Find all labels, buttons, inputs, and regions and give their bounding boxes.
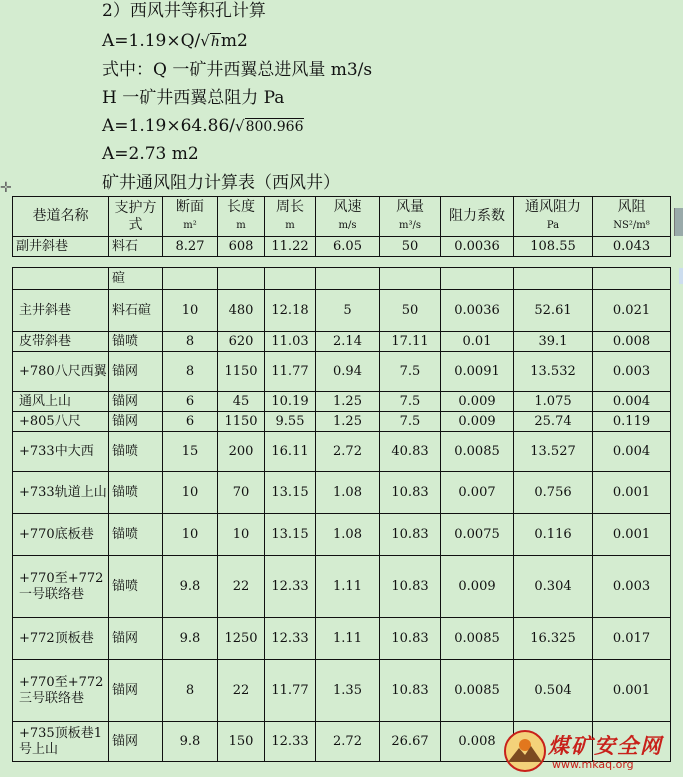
table-row — [13, 556, 671, 618]
table-cell: 1.08 — [316, 514, 380, 556]
table-cell: 22 — [218, 660, 265, 722]
table-cell: 52.61 — [514, 290, 593, 332]
table-cell: 10 — [163, 290, 218, 332]
table-cell: 0.001 — [593, 660, 671, 722]
table-cell: 0.017 — [593, 618, 671, 660]
table-cell: 6 — [163, 412, 218, 432]
table-cell: 10.83 — [380, 618, 441, 660]
table-cell: 0.01 — [441, 332, 514, 352]
table-cell: 39.1 — [514, 332, 593, 352]
table-cell: 13.527 — [514, 432, 593, 472]
header-cell: 长度 m — [218, 197, 265, 237]
result-line: A=2.73 m2 — [102, 144, 199, 164]
table-cell: 16.11 — [265, 432, 316, 472]
table-cell: 0.009 — [441, 556, 514, 618]
header-cell: 巷道名称 — [13, 197, 109, 237]
table-cell: 50 — [380, 290, 441, 332]
brand-url: www.mkaq.org — [552, 758, 634, 771]
table-cell: 锚喷 — [109, 514, 163, 556]
table-cell — [441, 268, 514, 290]
table-cell: 1.35 — [316, 660, 380, 722]
table-cell: +770至+772一号联络巷 — [13, 556, 109, 618]
header-cell: 通风阻力 Pa — [514, 197, 593, 237]
table-cell: +805八尺 — [13, 412, 109, 432]
table-cell: 10 — [163, 472, 218, 514]
table-cell: 150 — [218, 722, 265, 762]
table-cell: 0.001 — [593, 472, 671, 514]
table-cell: 15 — [163, 432, 218, 472]
table-cell: 0.0085 — [441, 432, 514, 472]
table-cell: 40.83 — [380, 432, 441, 472]
table-row — [13, 268, 671, 290]
table-cell: 锚网 — [109, 412, 163, 432]
table-cell: 锚喷 — [109, 432, 163, 472]
table-cell: 11.77 — [265, 660, 316, 722]
table-cell: 副井斜巷 — [13, 237, 109, 257]
table-cell: +733中大西 — [13, 432, 109, 472]
table-cell — [380, 268, 441, 290]
table-cell: 608 — [218, 237, 265, 257]
table-cell: 料石 — [109, 237, 163, 257]
table-cell: 16.325 — [514, 618, 593, 660]
table-row — [13, 514, 671, 556]
table-cell: 13.15 — [265, 514, 316, 556]
table-cell: 0.304 — [514, 556, 593, 618]
scrollbar-handle[interactable] — [674, 208, 683, 236]
table-cell: 皮带斜巷 — [13, 332, 109, 352]
table-cell: 1250 — [218, 618, 265, 660]
table-cell: 7.5 — [380, 352, 441, 392]
table-row — [13, 618, 671, 660]
table-cell: 锚喷 — [109, 556, 163, 618]
table-row — [13, 412, 671, 432]
resistance-table-header — [12, 196, 671, 257]
table-cell: 1150 — [218, 412, 265, 432]
table-cell: 0.043 — [593, 237, 671, 257]
table-cell: 1.25 — [316, 412, 380, 432]
header-cell: 支护方式 — [109, 197, 163, 237]
table-cell: 锚网 — [109, 660, 163, 722]
formula-line — [102, 30, 248, 53]
header-cell: 风阻 NS²/m⁸ — [593, 197, 671, 237]
header-row — [13, 197, 671, 237]
table-cell: 12.33 — [265, 556, 316, 618]
table-row — [13, 392, 671, 412]
table-cell: 0.008 — [441, 722, 514, 762]
table-cell: 0.756 — [514, 472, 593, 514]
table-cell: 锚网 — [109, 392, 163, 412]
where-h: H 一矿井西翼总阻力 Pa — [102, 88, 285, 108]
table-cell: 碹 — [109, 268, 163, 290]
table-cell: 9.8 — [163, 618, 218, 660]
table-cell: +772顶板巷 — [13, 618, 109, 660]
table-cell: 17.11 — [380, 332, 441, 352]
header-cell: 断面 m² — [163, 197, 218, 237]
table-cell: 1150 — [218, 352, 265, 392]
table-cell — [514, 268, 593, 290]
brand-name: 煤矿安全网 — [548, 734, 663, 758]
table-cell: 12.33 — [265, 618, 316, 660]
table-cell: 8 — [163, 660, 218, 722]
table-cell: 1.11 — [316, 618, 380, 660]
table-row — [13, 290, 671, 332]
table-cell: 480 — [218, 290, 265, 332]
mountain-sun-icon — [502, 728, 548, 774]
table-cell: 12.33 — [265, 722, 316, 762]
table-cell: 10 — [163, 514, 218, 556]
table-cell: 50 — [380, 237, 441, 257]
table-cell: 200 — [218, 432, 265, 472]
table-cell: 10.83 — [380, 556, 441, 618]
header-cell: 周长 m — [265, 197, 316, 237]
table-cell: 料石碹 — [109, 290, 163, 332]
table-cell: 0.0036 — [441, 290, 514, 332]
formula-prefix: A=1.19×Q/ — [102, 31, 201, 51]
formula-sqrt: h — [210, 34, 220, 50]
table-cell: 26.67 — [380, 722, 441, 762]
table-cell: 22 — [218, 556, 265, 618]
table-cell: 8 — [163, 332, 218, 352]
table-move-handle-icon[interactable]: ✛ — [0, 180, 12, 196]
table-cell: 7.5 — [380, 392, 441, 412]
table-cell: +770底板巷 — [13, 514, 109, 556]
calc-heading: 2）西风井等积孔计算 — [102, 1, 266, 21]
table-cell: 0.001 — [593, 514, 671, 556]
table-row — [13, 432, 671, 472]
header-cell: 风量 m³/s — [380, 197, 441, 237]
table-cell: 1.075 — [514, 392, 593, 412]
table-cell: 0.004 — [593, 392, 671, 412]
table-cell: 通风上山 — [13, 392, 109, 412]
table-cell — [593, 268, 671, 290]
table-cell: 70 — [218, 472, 265, 514]
table-cell: 0.021 — [593, 290, 671, 332]
sqrt-icon: √ — [200, 32, 210, 50]
scrollbar-marker — [679, 268, 683, 284]
header-cell: 风速 m/s — [316, 197, 380, 237]
table-cell — [265, 268, 316, 290]
table-cell: 45 — [218, 392, 265, 412]
table-row — [13, 472, 671, 514]
table-cell: 0.119 — [593, 412, 671, 432]
sqrt-icon: √ — [235, 117, 245, 135]
table-cell — [218, 268, 265, 290]
table-cell — [316, 268, 380, 290]
where-q: 式中：Q 一矿井西翼总进风量 m3/s — [102, 60, 373, 80]
table-cell: 5 — [316, 290, 380, 332]
header-cell: 阻力系数 — [441, 197, 514, 237]
resistance-table-body — [12, 267, 671, 762]
substitution-line — [102, 115, 304, 138]
table-cell: 0.007 — [441, 472, 514, 514]
table-cell: 主井斜巷 — [13, 290, 109, 332]
table-cell: 0.504 — [514, 660, 593, 722]
table-cell: 0.116 — [514, 514, 593, 556]
table-cell: +733轨道上山 — [13, 472, 109, 514]
formula-suffix: m2 — [220, 31, 248, 51]
table-cell: 12.18 — [265, 290, 316, 332]
table-row — [13, 332, 671, 352]
table-cell: 1.08 — [316, 472, 380, 514]
table-cell: 25.74 — [514, 412, 593, 432]
table-row — [13, 352, 671, 392]
table-cell: 2.72 — [316, 432, 380, 472]
table-cell: 10.83 — [380, 472, 441, 514]
table-cell: 9.8 — [163, 722, 218, 762]
table-cell: 锚网 — [109, 618, 163, 660]
table-cell: 0.003 — [593, 352, 671, 392]
table-cell: 0.0036 — [441, 237, 514, 257]
table-cell: 2.72 — [316, 722, 380, 762]
table-cell: 锚喷 — [109, 332, 163, 352]
table-cell: +770至+772三号联络巷 — [13, 660, 109, 722]
table-cell — [163, 268, 218, 290]
table-cell: +735顶板巷1号上山 — [13, 722, 109, 762]
table-cell: 锚网 — [109, 722, 163, 762]
table-cell: 锚喷 — [109, 472, 163, 514]
table-cell: 0.004 — [593, 432, 671, 472]
table-cell: 620 — [218, 332, 265, 352]
table-cell: 10.83 — [380, 660, 441, 722]
table-cell: 0.0075 — [441, 514, 514, 556]
table-cell: 8 — [163, 352, 218, 392]
table-cell: 13.15 — [265, 472, 316, 514]
table-cell: 8.27 — [163, 237, 218, 257]
table-title: 矿井通风阻力计算表（西风井） — [102, 173, 340, 193]
table-cell: 0.94 — [316, 352, 380, 392]
table-cell: 6.05 — [316, 237, 380, 257]
table-cell: 10 — [218, 514, 265, 556]
table-cell: 2.14 — [316, 332, 380, 352]
table-cell: 7.5 — [380, 412, 441, 432]
table-cell: 0.009 — [441, 392, 514, 412]
table-cell: 0.0091 — [441, 352, 514, 392]
table-cell: 11.03 — [265, 332, 316, 352]
table-cell: 0.0085 — [441, 618, 514, 660]
table-cell: 11.22 — [265, 237, 316, 257]
table-cell: 6 — [163, 392, 218, 412]
table-cell: 1.11 — [316, 556, 380, 618]
table-cell: 0.008 — [593, 332, 671, 352]
table-cell: 9.55 — [265, 412, 316, 432]
table-row — [13, 237, 671, 257]
table-cell: 1.25 — [316, 392, 380, 412]
table-cell: 0.0085 — [441, 660, 514, 722]
table-cell: 13.532 — [514, 352, 593, 392]
table-cell: 108.55 — [514, 237, 593, 257]
table-cell — [13, 268, 109, 290]
table-cell: +780八尺西翼 — [13, 352, 109, 392]
table-cell: 0.009 — [441, 412, 514, 432]
site-watermark-logo — [500, 726, 680, 776]
table-row — [13, 660, 671, 722]
sub-sqrt: 800.966 — [245, 119, 304, 135]
table-cell: 11.77 — [265, 352, 316, 392]
table-cell: 锚网 — [109, 352, 163, 392]
table-cell: 10.83 — [380, 514, 441, 556]
table-cell: 0.003 — [593, 556, 671, 618]
sub-prefix: A=1.19×64.86/ — [102, 116, 236, 136]
table-cell: 9.8 — [163, 556, 218, 618]
table-cell: 10.19 — [265, 392, 316, 412]
